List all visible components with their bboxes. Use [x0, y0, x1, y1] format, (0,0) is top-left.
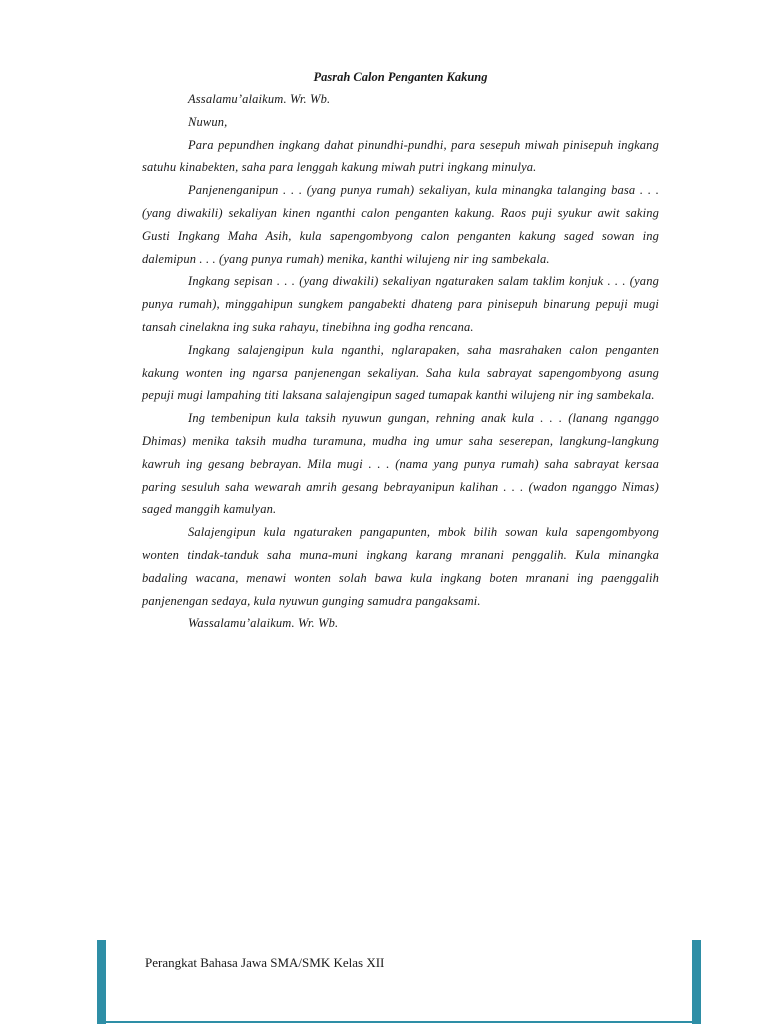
paragraph-introduction: Panjenenganipun . . . (yang punya rumah) sekaliyan, kula minangka talanging basa . . . (yang diwakili) sekaliyan kinen nganthi calon penganten kakung. Raos puji syukur awit saking Gusti Ingkang Maha Asih, kula sapengombyong calon penganten kakung saged sowan ing dalemipun . . . (yang punya rumah) menika, kanthi wilujeng nir ing sambekala. — [142, 183, 659, 266]
paragraph-apology: Salajengipun kula ngaturaken pangapunten, mbok bilih sowan kula sapengombyong wonten tindak-tanduk saha muna-muni ingkang karang mranani penggalih. Kula minangka badaling wacana, menawi wonten solah bawa kula ingkang boten mranani ing paenggalih panjenengan sedaya, kula nyuwun gunging samudra pangaksami. — [142, 525, 659, 608]
paragraph-nuwun: Nuwun, — [188, 114, 228, 129]
paragraph-handover: Ingkang salajengipun kula nganthi, nglarapaken, saha masrahaken calon penganten kakung wonten ing ngarsa panjenengan sekaliyan. Saha kula sabrayat sapengombyong asung pepuji mugi lampahing titi laksana salajengipun saged tumapak kanthi wilujeng nir ing sambekala. — [142, 342, 659, 403]
footer-left-bar — [97, 940, 106, 1024]
paragraph-closing: Wassalamu’alaikum. Wr. Wb. — [188, 616, 339, 631]
paragraph-first-purpose: Ingkang sepisan . . . (yang diwakili) sekaliyan ngaturaken salam taklim konjuk . . . (yang punya rumah), minggahipun sungkem pangabekti dhateng para pinisepuh binarung pepuji mugi tansah cinelakna ing suka rahayu, tinebihna ing godha rencana. — [142, 274, 659, 334]
footer-right-bar — [692, 940, 701, 1024]
footer-text: Perangkat Bahasa Jawa SMA/SMK Kelas XII — [145, 955, 385, 970]
document-title: Pasrah Calon Penganten Kakung — [313, 70, 488, 84]
footer-baseline — [97, 1021, 701, 1023]
paragraph-greeting: Assalamu’alaikum. Wr. Wb. — [188, 92, 331, 106]
paragraph-address: Para pepundhen ingkang dahat pinundhi-pundhi, para sesepuh miwah pinisepuh ingkang satuhu kinabekten, saha para lenggah kakung miwah putri ingkang minulya. — [142, 137, 659, 175]
paragraph-request: Ing tembenipun kula taksih nyuwun gungan, rehning anak kula . . . (lanang nganggo Dhimas) menika taksih mudha turamuna, mudha ing umur saha seserepan, langkung-langkung kawruh ing gesang bebrayan. Mila mugi . . . (nama yang punya rumah) saha sabrayat kersaa paring sesuluh saha wewarah amrih gesang bebrayanipun kalihan . . . (wadon nganggo Nimas) saged manggih kamulyan. — [142, 411, 659, 517]
document-body — [142, 66, 659, 635]
